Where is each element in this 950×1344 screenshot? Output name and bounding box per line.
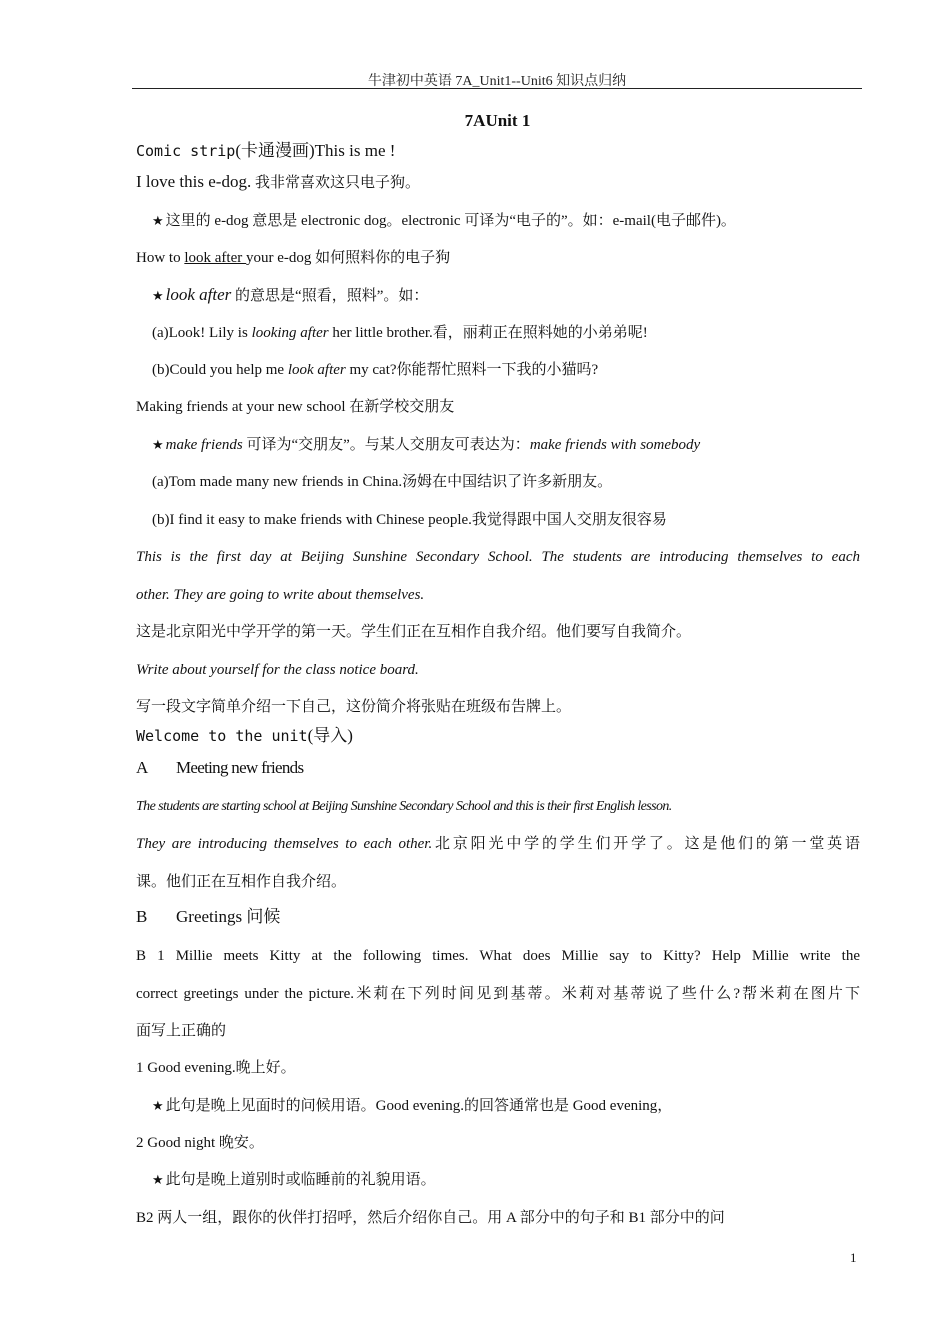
- doc-line: 课。他们正在互相作自我介绍。: [136, 874, 347, 890]
- star-icon: ★: [152, 289, 164, 304]
- phrase-italic: make friends with somebody: [529, 437, 701, 453]
- doc-line: Write about yourself for the class notice board.: [136, 662, 419, 678]
- example-line: [152, 323, 648, 343]
- doc-line: B2 两人一组，跟你的伙伴打招呼，然后介绍你自己。用 A 部分中的句子和 B1 部分中的问: [136, 1210, 725, 1226]
- star-icon: ★: [152, 214, 164, 229]
- underlined-phrase: look after: [184, 250, 246, 266]
- comic-label-tail: This is me !: [314, 141, 396, 160]
- comic-strip-heading: [136, 141, 395, 162]
- doc-line: 面写上正确的: [136, 1023, 227, 1039]
- line-text: How to: [136, 250, 185, 266]
- comic-label-cn: (卡通漫画): [235, 141, 315, 160]
- line-text: her little brother.看，丽莉正在照料她的小弟弟呢!: [328, 325, 648, 341]
- doc-line: Making friends at your new school 在新学校交朋友: [136, 399, 455, 415]
- line-text: 北京阳光中学的学生们开学了。这是他们的第一堂英语: [432, 836, 860, 852]
- list-item: 2 Good night 晚安。: [136, 1135, 264, 1151]
- section-letter: A: [136, 758, 149, 777]
- section-letter: B: [136, 907, 148, 926]
- doc-line: The students are starting school at Beijing Sunshine Secondary School and this is their first English lesson.: [136, 799, 672, 814]
- doc-line: [136, 172, 420, 193]
- doc-line: [136, 248, 450, 268]
- header-divider: [132, 88, 862, 89]
- star-icon: ★: [152, 1173, 164, 1188]
- note-text: 这里的 e-dog 意思是 electronic dog。electronic 可译为“电子的”。如：e-mail(电子邮件)。: [165, 213, 736, 229]
- phrase-italic: look after: [287, 362, 346, 378]
- doc-line: This is the first day at Beijing Sunshine Secondary School. The students are introducing themselves to each: [136, 549, 860, 565]
- note-line: [152, 1096, 672, 1117]
- welcome-label: Welcome to the unit: [136, 727, 308, 745]
- sentence-cn: 我非常喜欢这只电子狗。: [254, 175, 420, 191]
- phrase-italic: looking after: [251, 325, 329, 341]
- doc-line: correct greetings under the picture.米莉在下列时间见到基蒂。米莉对基蒂说了些什么?帮米莉在图片下: [136, 986, 860, 1002]
- doc-line: 写一段文字简单介绍一下自己，这份简介将张贴在班级布告牌上。: [136, 699, 572, 715]
- example-line: [152, 360, 598, 380]
- unit-title: 7AUnit 1: [464, 111, 531, 130]
- note-line: [152, 285, 428, 307]
- note-line: [152, 435, 700, 456]
- doc-line: 这是北京阳光中学开学的第一天。学生们正在互相作自我介绍。他们要写自我简介。: [136, 624, 692, 640]
- phrase-italic: make friends: [165, 437, 243, 453]
- doc-line: [136, 834, 860, 854]
- page-header: 牛津初中英语 7A_Unit1--Unit6 知识点归纳: [367, 74, 627, 89]
- doc-line: B 1 Millie meets Kitty at the following times. What does Millie say to Kitty? Help Millie write the: [136, 948, 860, 964]
- note-text: 的意思是“照看，照料”。如：: [231, 288, 429, 304]
- section-b-heading: [136, 907, 280, 928]
- line-text: my cat?你能帮忙照料一下我的小猫吗?: [345, 362, 599, 378]
- note-line: [152, 1170, 436, 1191]
- section-title: Meeting new friends: [176, 758, 304, 777]
- welcome-heading: [136, 726, 353, 747]
- note-line: [152, 211, 736, 232]
- star-icon: ★: [152, 1099, 164, 1114]
- phrase-italic: look after: [165, 285, 232, 304]
- comic-label: Comic strip: [136, 142, 236, 160]
- note-text: 此句是晚上道别时或临睡前的礼貌用语。: [165, 1172, 436, 1188]
- line-text: (b)Could you help me: [152, 362, 288, 378]
- line-text: (a)Look! Lily is: [152, 325, 252, 341]
- welcome-label-cn: (导入): [307, 726, 353, 745]
- note-text: 可译为“交朋友”。与某人交朋友可表达为：: [242, 437, 530, 453]
- doc-line: other. They are going to write about themselves.: [136, 587, 425, 603]
- example-line: (a)Tom made many new friends in China.汤姆在中国结识了许多新朋友。: [152, 474, 613, 490]
- section-a-heading: [136, 758, 303, 779]
- star-icon: ★: [152, 438, 164, 453]
- line-text: They are introducing themselves to each other.: [136, 836, 433, 852]
- example-line: (b)I find it easy to make friends with Chinese people.我觉得跟中国人交朋友很容易: [152, 512, 667, 528]
- sentence-en: I love this e-dog.: [136, 172, 252, 191]
- page-number: 1: [850, 1250, 857, 1265]
- section-title: Greetings 问候: [176, 907, 281, 926]
- line-text: your e-dog 如何照料你的电子狗: [245, 250, 451, 266]
- note-text: 此句是晚上见面时的问候用语。Good evening.的回答通常也是 Good evening，: [165, 1098, 673, 1114]
- list-item: 1 Good evening.晚上好。: [136, 1060, 296, 1076]
